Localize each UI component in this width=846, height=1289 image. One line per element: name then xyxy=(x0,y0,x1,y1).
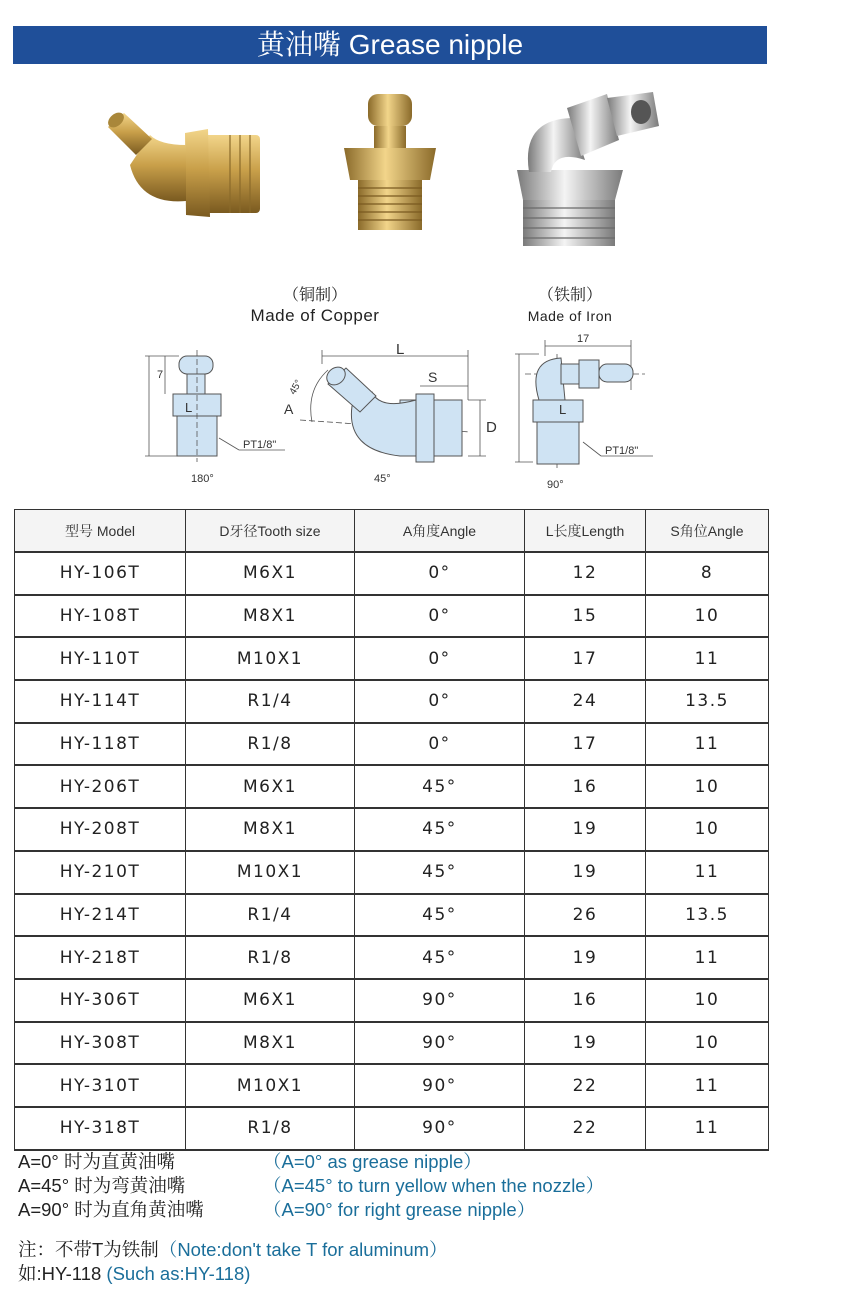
note-zh: A=90° 时为直角黄油嘴 xyxy=(18,1199,204,1220)
tooth-size-cell: M6X1 xyxy=(186,979,355,1022)
table-row xyxy=(15,894,769,937)
model-cell: HY-308T xyxy=(15,1022,186,1065)
s-angle-cell: 11 xyxy=(646,723,769,766)
angled-label-45: 45° xyxy=(287,378,305,397)
a-angle-cell: 45° xyxy=(355,851,525,894)
angled-label-s: S xyxy=(428,369,438,385)
note-en: （A=0° as grease nipple） xyxy=(263,1151,482,1172)
spec-table xyxy=(14,509,769,1151)
table-row xyxy=(15,851,769,894)
s-angle-cell: 8 xyxy=(646,552,769,595)
table-row xyxy=(15,637,769,680)
s-angle-cell: 10 xyxy=(646,808,769,851)
l-length-cell: 26 xyxy=(525,894,646,937)
table-header-row xyxy=(15,510,769,553)
table-row xyxy=(15,765,769,808)
model-cell: HY-106T xyxy=(15,552,186,595)
copper-caption xyxy=(230,286,400,326)
s-angle-cell: 11 xyxy=(646,851,769,894)
note-example xyxy=(18,1262,448,1286)
right-dim-top: 17 xyxy=(577,333,590,345)
right-label-l: L xyxy=(559,402,567,417)
table-row xyxy=(15,808,769,851)
tooth-size-cell: M8X1 xyxy=(186,595,355,638)
a-angle-cell: 45° xyxy=(355,894,525,937)
s-angle-cell: 11 xyxy=(646,1107,769,1150)
note-example-zh: 如:HY-118 xyxy=(18,1263,102,1284)
note-material xyxy=(18,1238,448,1262)
model-cell: HY-118T xyxy=(15,723,186,766)
l-length-cell: 19 xyxy=(525,1022,646,1065)
note-zh: A=0° 时为直黄油嘴 xyxy=(18,1151,175,1172)
s-angle-cell: 11 xyxy=(646,936,769,979)
note-example-en: (Such as:HY-118) xyxy=(101,1263,251,1284)
tooth-size-cell: M6X1 xyxy=(186,552,355,595)
iron-90-nipple-photo xyxy=(515,90,665,250)
l-length-cell: 17 xyxy=(525,723,646,766)
tooth-size-cell: M10X1 xyxy=(186,637,355,680)
brass-45-nipple-photo xyxy=(100,105,270,225)
note-row xyxy=(18,1198,838,1222)
s-angle-cell: 13.5 xyxy=(646,680,769,723)
model-cell: HY-306T xyxy=(15,979,186,1022)
angled-label-d: D xyxy=(486,419,497,436)
l-length-cell: 22 xyxy=(525,1064,646,1107)
note-en: （A=90° for right grease nipple） xyxy=(263,1199,536,1220)
l-length-cell: 22 xyxy=(525,1107,646,1150)
l-length-cell: 17 xyxy=(525,637,646,680)
header-s-angle: S角位Angle xyxy=(646,510,769,553)
brass-straight-nipple-photo xyxy=(340,92,440,234)
model-cell: HY-310T xyxy=(15,1064,186,1107)
model-cell: HY-318T xyxy=(15,1107,186,1150)
note-material-zh: 注：不带T为铁制 xyxy=(18,1239,159,1260)
tooth-size-cell: M6X1 xyxy=(186,765,355,808)
s-angle-cell: 13.5 xyxy=(646,894,769,937)
angled-angle: 45° xyxy=(374,473,391,485)
straight-thread: PT1/8" xyxy=(243,439,277,451)
a-angle-cell: 90° xyxy=(355,1022,525,1065)
model-cell: HY-210T xyxy=(15,851,186,894)
l-length-cell: 15 xyxy=(525,595,646,638)
a-angle-cell: 90° xyxy=(355,979,525,1022)
right-angle-nipple-diagram xyxy=(505,330,665,495)
page-title: 黄油嘴 Grease nipple xyxy=(13,26,767,64)
angled-label-a: A xyxy=(284,401,294,417)
s-angle-cell: 10 xyxy=(646,1022,769,1065)
l-length-cell: 19 xyxy=(525,808,646,851)
a-angle-cell: 90° xyxy=(355,1064,525,1107)
note-zh: A=45° 时为弯黄油嘴 xyxy=(18,1175,186,1196)
model-cell: HY-214T xyxy=(15,894,186,937)
l-length-cell: 12 xyxy=(525,552,646,595)
tooth-size-cell: M8X1 xyxy=(186,808,355,851)
l-length-cell: 19 xyxy=(525,851,646,894)
header-a-angle: A角度Angle xyxy=(355,510,525,553)
table-row xyxy=(15,979,769,1022)
angled-label-l: L xyxy=(396,341,405,358)
a-angle-cell: 45° xyxy=(355,808,525,851)
right-angle: 90° xyxy=(547,479,564,491)
tooth-size-cell: M10X1 xyxy=(186,1064,355,1107)
straight-label-l: L xyxy=(185,400,193,415)
a-angle-cell: 0° xyxy=(355,595,525,638)
iron-caption-en: Made of Iron xyxy=(527,308,613,324)
tooth-size-cell: R1/4 xyxy=(186,894,355,937)
copper-caption-en: Made of Copper xyxy=(250,306,380,325)
tooth-size-cell: M8X1 xyxy=(186,1022,355,1065)
l-length-cell: 19 xyxy=(525,936,646,979)
material-notes xyxy=(18,1238,448,1286)
tooth-size-cell: M10X1 xyxy=(186,851,355,894)
s-angle-cell: 11 xyxy=(646,1064,769,1107)
table-row xyxy=(15,1022,769,1065)
s-angle-cell: 10 xyxy=(646,979,769,1022)
tooth-size-cell: R1/8 xyxy=(186,936,355,979)
angled-nipple-diagram xyxy=(280,340,500,490)
table-row xyxy=(15,1064,769,1107)
a-angle-cell: 45° xyxy=(355,936,525,979)
copper-caption-zh: （铜制） xyxy=(282,287,347,304)
a-angle-cell: 0° xyxy=(355,680,525,723)
model-cell: HY-218T xyxy=(15,936,186,979)
s-angle-cell: 11 xyxy=(646,637,769,680)
model-cell: HY-208T xyxy=(15,808,186,851)
tooth-size-cell: R1/4 xyxy=(186,680,355,723)
l-length-cell: 16 xyxy=(525,979,646,1022)
header-tooth-size: D牙径Tooth size xyxy=(186,510,355,553)
a-angle-cell: 45° xyxy=(355,765,525,808)
table-row xyxy=(15,1107,769,1150)
note-en: （A=45° to turn yellow when the nozzle） xyxy=(263,1175,605,1196)
s-angle-cell: 10 xyxy=(646,595,769,638)
a-angle-cell: 90° xyxy=(355,1107,525,1150)
straight-dim-top: 7 xyxy=(157,369,164,381)
table-row xyxy=(15,552,769,595)
a-angle-cell: 0° xyxy=(355,552,525,595)
a-angle-cell: 0° xyxy=(355,723,525,766)
iron-caption xyxy=(500,286,640,326)
note-row xyxy=(18,1150,838,1174)
header-model: 型号 Model xyxy=(15,510,186,553)
tooth-size-cell: R1/8 xyxy=(186,723,355,766)
model-cell: HY-108T xyxy=(15,595,186,638)
l-length-cell: 24 xyxy=(525,680,646,723)
iron-caption-zh: （铁制） xyxy=(537,287,602,304)
right-thread: PT1/8" xyxy=(605,445,639,457)
note-material-en: （Note:don't take T for aluminum） xyxy=(158,1239,448,1260)
model-cell: HY-110T xyxy=(15,637,186,680)
l-length-cell: 16 xyxy=(525,765,646,808)
s-angle-cell: 10 xyxy=(646,765,769,808)
table-row xyxy=(15,595,769,638)
header-l-length: L长度Length xyxy=(525,510,646,553)
angle-notes xyxy=(18,1150,838,1222)
table-row xyxy=(15,723,769,766)
note-row xyxy=(18,1174,838,1198)
a-angle-cell: 0° xyxy=(355,637,525,680)
model-cell: HY-206T xyxy=(15,765,186,808)
table-row xyxy=(15,680,769,723)
tooth-size-cell: R1/8 xyxy=(186,1107,355,1150)
straight-angle: 180° xyxy=(191,473,214,485)
table-row xyxy=(15,936,769,979)
model-cell: HY-114T xyxy=(15,680,186,723)
